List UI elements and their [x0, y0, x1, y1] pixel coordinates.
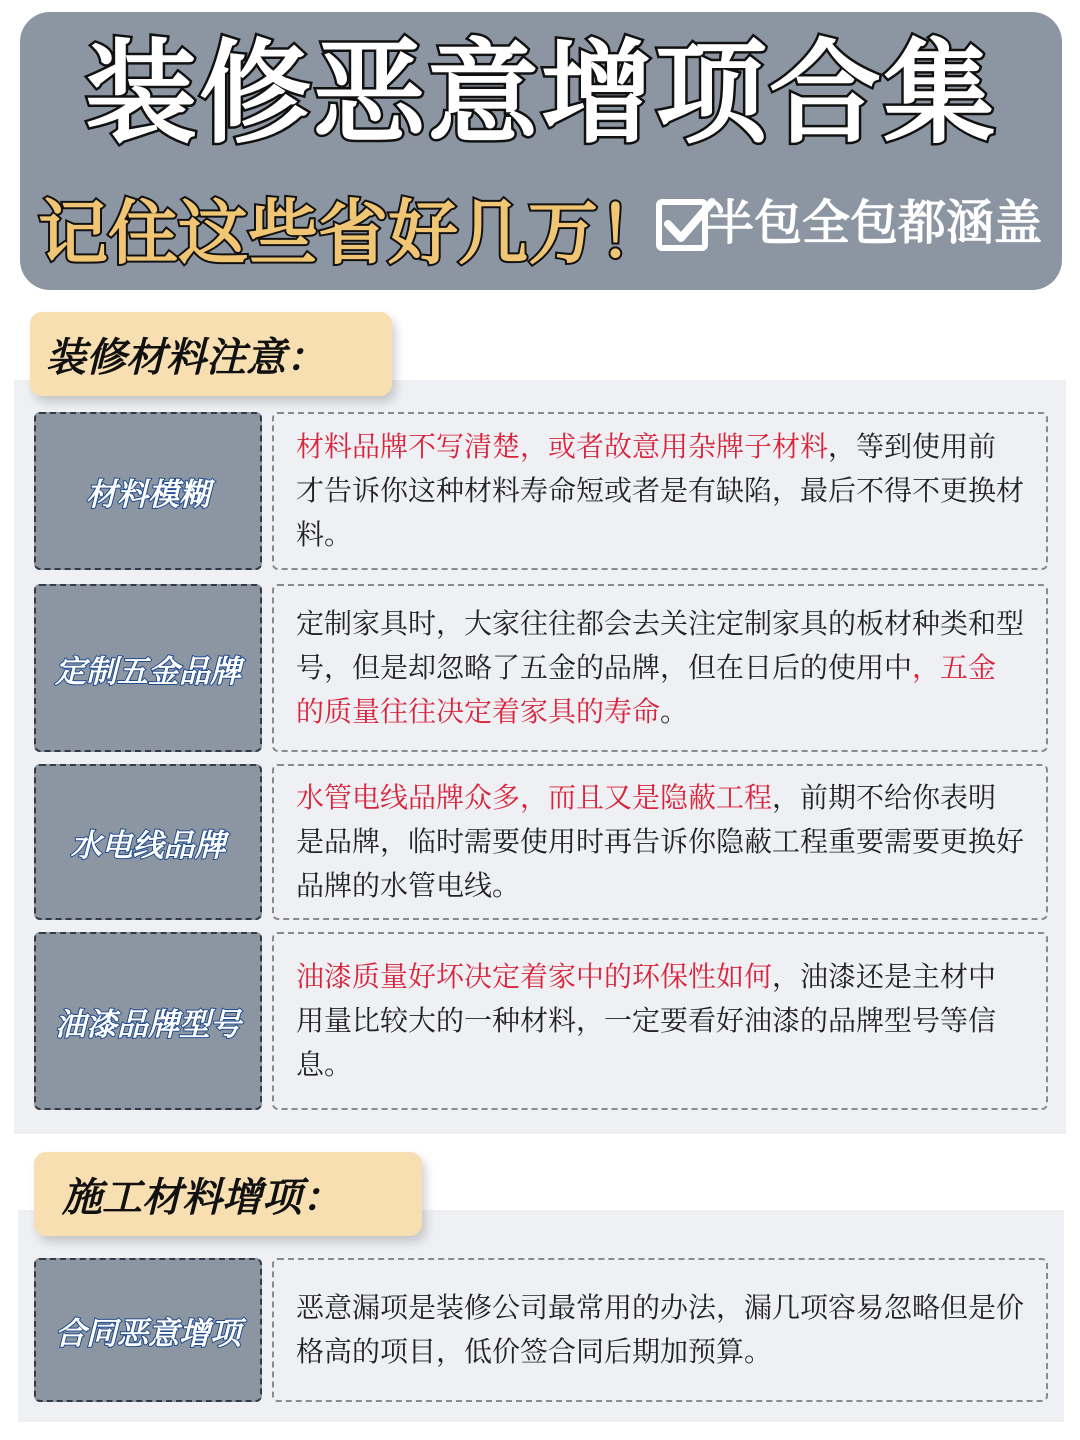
section-title-materials: 装修材料注意： — [30, 312, 392, 396]
body-text: 定制家具时，大家往往都会去关注定制家具的板材种类和型号，但是却忽略了五金的品牌，但在日后的使用中 — [296, 607, 1025, 684]
body-text: ，油漆还是主材中用量比较大的一种材料，一定要看好油漆的品牌型号等信息。 — [296, 960, 997, 1081]
label-box — [34, 932, 262, 1110]
desc-box — [272, 932, 1048, 1110]
item-label: 材料模糊 — [86, 476, 210, 513]
desc-box — [272, 412, 1048, 570]
item-label: 水电线品牌 — [70, 827, 226, 864]
item-label: 合同恶意增项 — [55, 1315, 241, 1352]
item-description — [296, 776, 1024, 908]
desc-box — [272, 584, 1048, 752]
label-box — [34, 764, 262, 920]
subtitle-coverage: 半包全包都涵盖 — [706, 195, 1043, 251]
item-description — [296, 955, 1024, 1087]
highlight-text: ，五金的质量往往决定着家具的寿命 — [296, 651, 997, 728]
main-title: 装修恶意增项合集 — [85, 29, 997, 159]
highlight-text: 材料品牌不写清楚，或者故意用杂牌子材料 — [296, 430, 829, 463]
highlight-text: 水管电线品牌众多，而且又是隐蔽工程 — [296, 781, 773, 814]
highlight-text: 油漆质量好坏决定着家中的环保性如何 — [296, 960, 773, 993]
body-text: ，等到使用前才告诉你这种材料寿命短或者是有缺陷，最后不得不更换材料。 — [296, 430, 1025, 551]
item-description — [296, 425, 1024, 557]
item-label: 油漆品牌型号 — [55, 1006, 241, 1043]
item-description: 恶意漏项是装修公司最常用的办法，漏几项容易忽略但是价格高的项目，低价签合同后期加预算。 — [296, 1291, 1025, 1368]
subtitle-savings: 记住这些省好几万！ — [38, 192, 668, 274]
item-description — [296, 602, 1024, 734]
section-title-construction: 施工材料增项： — [34, 1152, 422, 1236]
label-box — [34, 1258, 262, 1402]
label-box — [34, 412, 262, 570]
desc-box — [272, 764, 1048, 920]
body-text-end: 。 — [660, 695, 689, 728]
item-label: 定制五金品牌 — [55, 653, 241, 690]
label-box — [34, 584, 262, 752]
body-text: ，前期不给你表明是品牌，临时需要使用时再告诉你隐蔽工程重要需要更换好品牌的水管电线。 — [296, 781, 1025, 902]
desc-box — [272, 1258, 1048, 1402]
